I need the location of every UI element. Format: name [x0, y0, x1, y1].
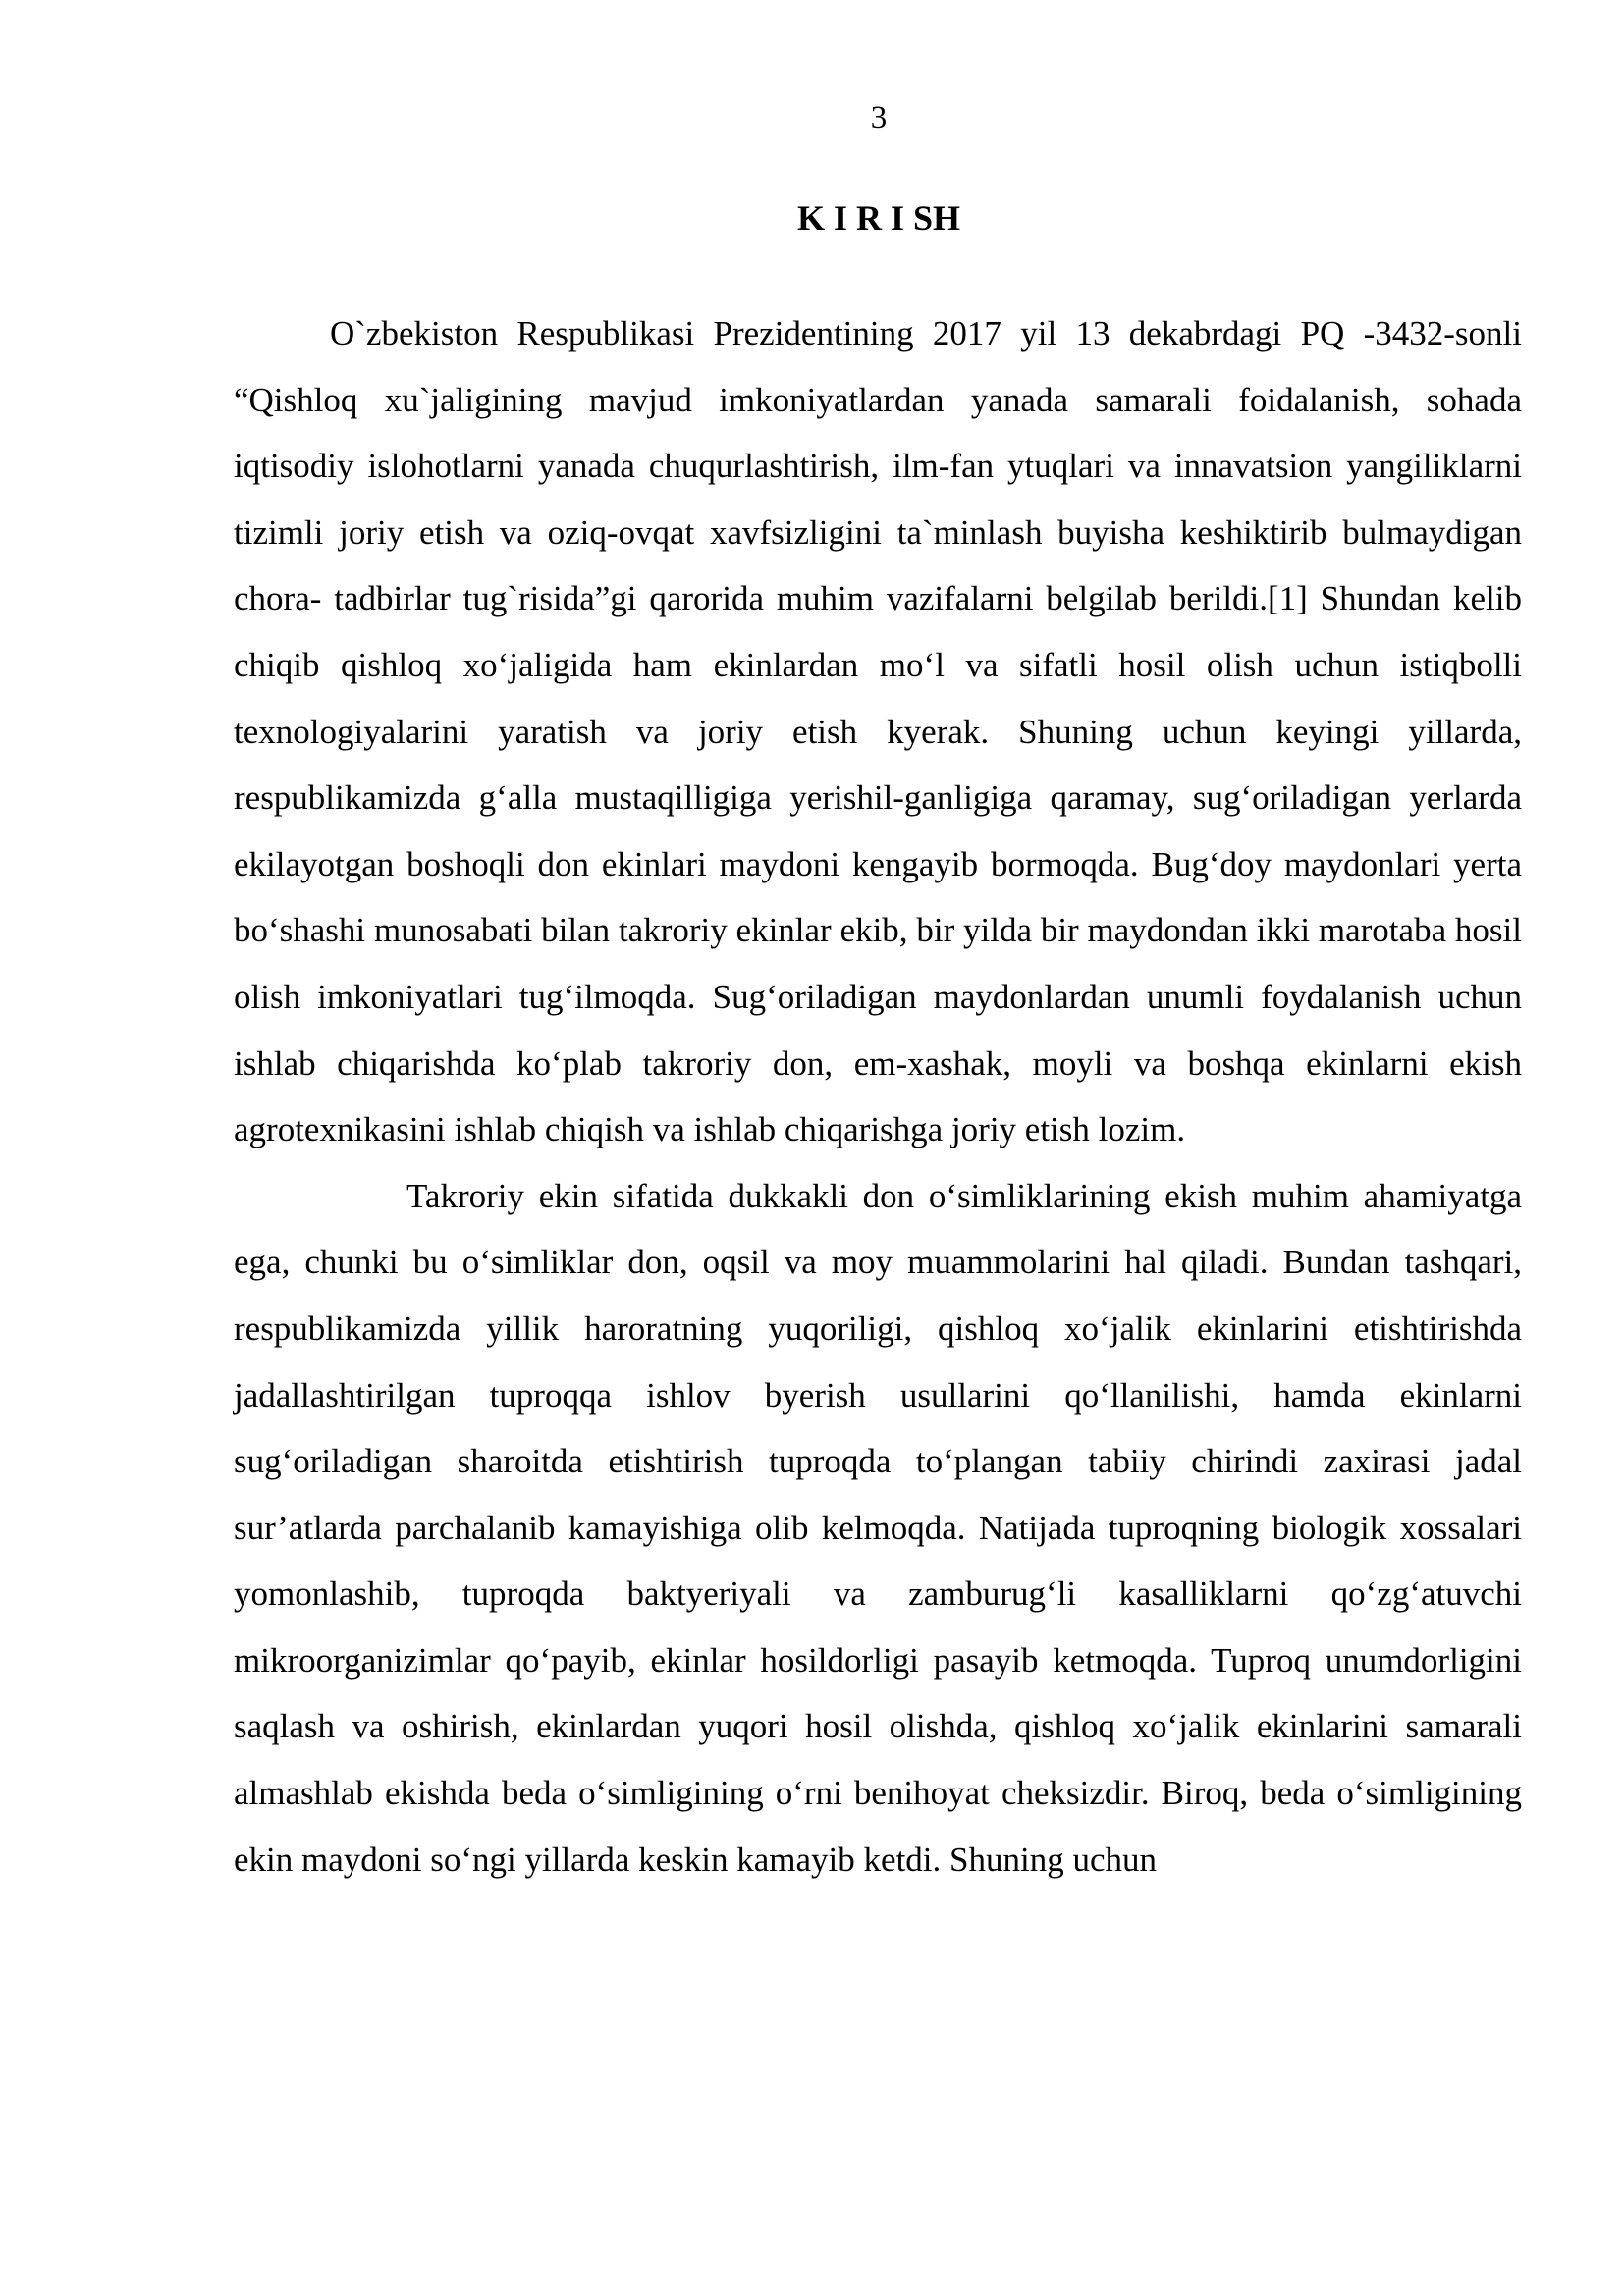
paragraph-2: Takroriy ekin sifatida dukkakli don o‘simliklarining ekish muhim ahamiyatga ega, chunki bu o‘simliklar don, oqsil va moy muammolarini hal qiladi. Bundan tashqari, respublikamizda yillik haroratning yuqoriligi, qishloq xo‘jalik ekinlarini etishtirishda jadallashtirilgan tuproqqa ishlov byerish usullarini qo‘llanilishi, hamda ekinlarni sug‘oriladigan sharoitda etishtirish tuproqda to‘plangan tabiiy chirindi zaxirasi jadal sur’atlarda parchalanib kamayishiga olib kelmoqda. Natijada tuproqning biologik xossalari yomonlashib, tuproqda baktyeriyali va zamburug‘li kasalliklarni qo‘zg‘atuvchi mikroorganizimlar qo‘payib, ekinlar hosildorligi pasayib ketmoqda. Tuproq unumdorligini saqlash va oshirish, ekinlardan yuqori hosil olishda, qishloq xo‘jalik ekinlarini samarali almashlab ekishda beda o‘simligining o‘rni benihoyat cheksizdir. Biroq, beda o‘simligining ekin maydoni so‘ngi yillarda keskin kamayib ketdi. Shuning uchun [234, 1176, 1522, 1879]
section-heading: K I R I SH [796, 198, 961, 238]
body-text [234, 300, 1522, 1893]
paragraph-1: O`zbekiston Respublikasi Prezidentining 2017 yil 13 dekabrdagi PQ -3432-sonli “Qishloq xu`jaligining mavjud imkoniyatlardan yanada samarali foidalanish, sohada iqtisodiy islohotlarni yanada chuqurlashtirish, ilm-fan ytuqlari va innavatsion yangiliklarni tizimli joriy etish va oziq-ovqat xavfsizligini ta`minlash buyisha keshiktirib bulmaydigan chora- tadbirlar tug`risida”gi qarorida muhim vazifalarni belgilab berildi.[1] Shundan kelib chiqib qishloq xo‘jaligida ham ekinlardan mo‘l va sifatli hosil olish uchun istiqbolli texnologiyalarini yaratish va joriy etish kyerak. Shuning uchun keyingi yillarda, respublikamizda g‘alla mustaqilligiga yerishil-ganligiga qaramay, sug‘oriladigan yerlarda ekilayotgan boshoqli don ekinlari maydoni kengayib bormoqda. Bug‘doy maydonlari yerta bo‘shashi munosabati bilan takroriy ekinlar ekib, bir yilda bir maydondan ikki marotaba hosil olish imkoniyatlari tug‘ilmoqda. Sug‘oriladigan maydonlardan unumli foydalanish uchun ishlab chiqarishda ko‘plab takroriy don, em-xashak, moyli va boshqa ekinlarni ekish agrotexnikasini ishlab chiqish va ishlab chiqarishga joriy etish lozim. [234, 314, 1522, 1149]
page-number: 3 [870, 100, 888, 135]
